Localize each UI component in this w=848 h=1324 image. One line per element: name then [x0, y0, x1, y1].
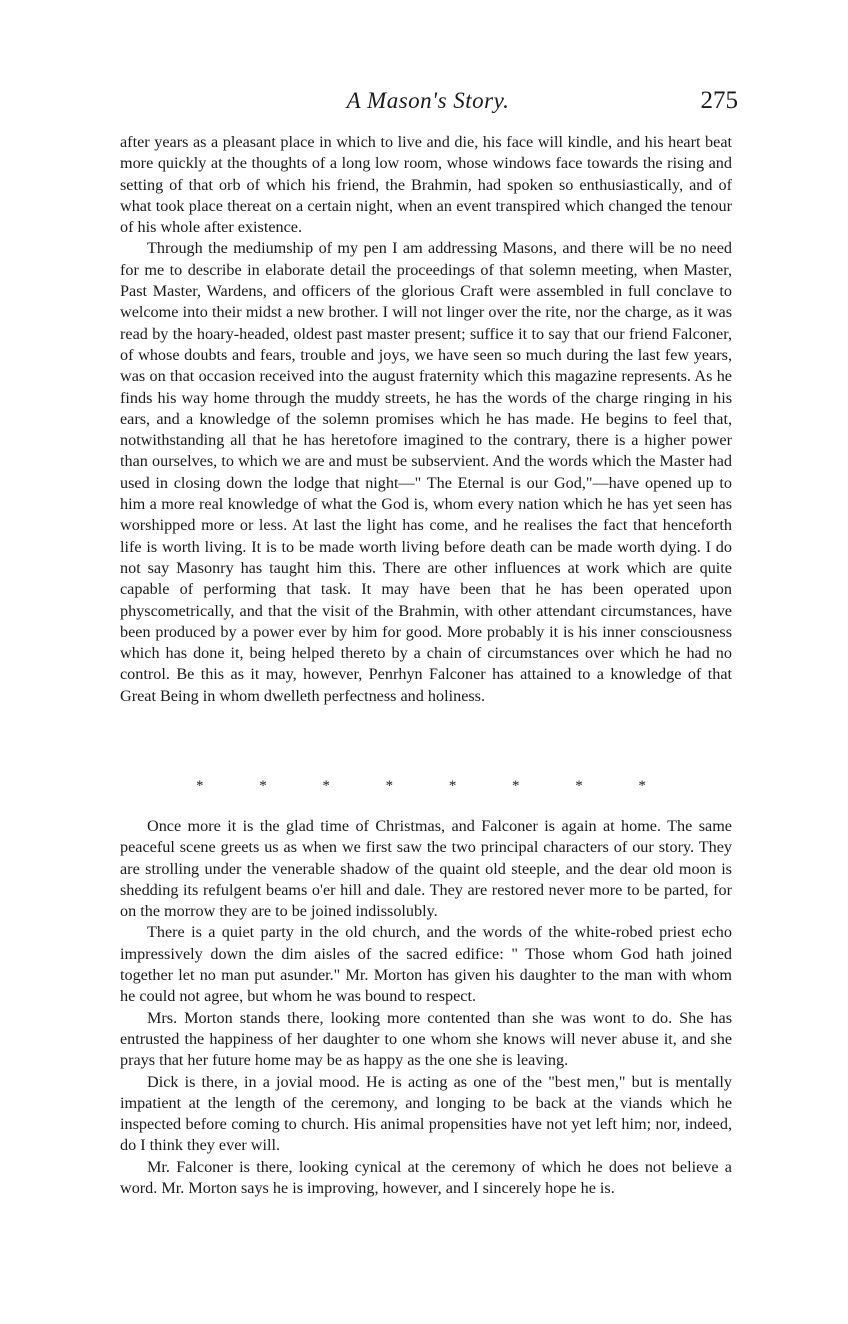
- section-one-text: [120, 132, 732, 707]
- separator-asterisk: *: [322, 778, 330, 794]
- paragraph: Through the mediumship of my pen I am addressing Masons, and there will be no need for me to describe in elaborate detail the proceedings of that solemn meeting, when Master, Past Master, Wardens, and officers of the glorious Craft were assembled in full conclave to welcome into their midst a new brother. I will not linger over the rite, nor the charge, as it was read by the hoary-headed, oldest past master present; suffice it to say that our friend Falconer, of whose doubts and fears, trouble and joys, we have seen so much during the last few years, was on that occasion received into the august fraternity which this magazine represents. As he finds his way home through the muddy streets, he has the words of the charge ringing in his ears, and a knowledge of the solemn promises which he has made. He begins to feel that, notwithstanding all that he has heretofore imagined to the contrary, there is a higher power than ourselves, to which we are and must be subservient. And the words which the Master had used in closing down the lodge that night—" The Eternal is our God,"—have opened up to him a more real knowledge of what the God is, whom every nation which he has yet seen has worshipped more or less. At last the light has come, and he realises the fact that henceforth life is worth living. It is to be made worth living before death can be made worth dying. I do not say Masonry has taught him this. There are other influences at work which are quite capable of performing that task. It may have been that he has been operated upon physcometrically, and that the visit of the Brahmin, with other attendant circumstances, have been produced by a power ever by him for good. More probably it is his inner consciousness which has done it, being helped thereto by a chain of circumstances over which he had no control. Be this as it may, however, Penrhyn Falconer has attained to a knowledge of that Great Being in whom dwelleth perfectness and holiness.: [120, 239, 732, 705]
- separator-asterisk: *: [196, 778, 204, 794]
- paragraph: Dick is there, in a jovial mood. He is acting as one of the "best men," but is mentally impatient at the length of the ceremony, and longing to be back at the viands which he inspected before coming to church. His animal propensities have not yet left him; nor, indeed, do I think they ever will.: [120, 1072, 732, 1155]
- section-separator: [196, 776, 646, 796]
- running-title: A Mason's Story.: [346, 88, 510, 113]
- paragraph: Once more it is the glad time of Christmas, and Falconer is again at home. The same peaceful scene greets us as when we first saw the two principal characters of our story. They are strolling under the venerable shadow of the quaint old steeple, and the dear old moon is shedding its refulgent beams o'er hill and dale. They are restored never more to be parted, for on the morrow they are to be joined indissolubly.: [120, 817, 732, 921]
- running-head: [118, 84, 738, 118]
- paragraph: Mrs. Morton stands there, looking more contented than she was wont to do. She has entrusted the happiness of her daughter to one whom she knows will never abuse it, and she prays that her future home may be as happy as the one she is leaving.: [120, 1008, 732, 1070]
- separator-asterisk: *: [575, 778, 583, 794]
- separator-asterisk: *: [638, 778, 646, 794]
- paragraph: after years as a pleasant place in which to live and die, his face will kindle, and his heart beat more quickly at the thoughts of a long low room, whose windows face towards the rising and setting of that orb of which his friend, the Brahmin, had spoken so enthusiastically, and of what took place thereat on a certain night, when an event transpired which changed the tenour of his whole after existence.: [120, 133, 732, 237]
- separator-asterisk: *: [512, 778, 520, 794]
- page-number: 275: [700, 87, 738, 114]
- separator-asterisk: *: [385, 778, 394, 794]
- section-two-text: [120, 816, 732, 1199]
- paragraph: There is a quiet party in the old church, and the words of the white-robed priest echo impressively down the dim aisles of the sacred edifice: " Those whom God hath joined together let no man put asunder." Mr. Morton has given his daughter to the man with whom he could not agree, but whom he was bound to respect.: [120, 923, 732, 1006]
- paragraph: Mr. Falconer is there, looking cynical at the ceremony of which he does not believe a word. Mr. Morton says he is improving, however, and I sincerely hope he is.: [120, 1157, 732, 1198]
- separator-asterisk: *: [448, 778, 457, 794]
- separator-asterisk: *: [259, 778, 267, 794]
